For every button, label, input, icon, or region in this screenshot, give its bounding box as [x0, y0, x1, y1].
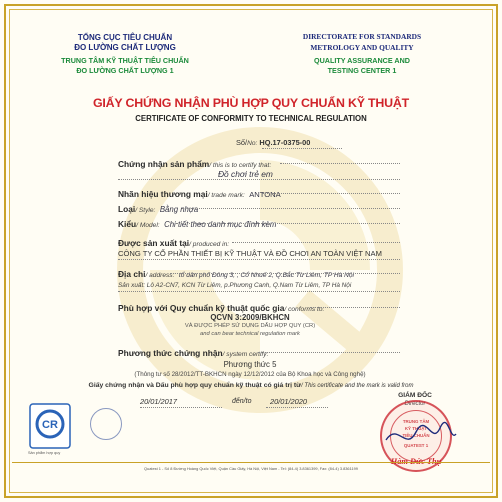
- trademark-dotline: [262, 193, 400, 194]
- signature-title: GIÁM ĐỐC: [398, 392, 432, 399]
- address-sub: / address:: [145, 272, 175, 279]
- header-left-line3: TRUNG TÂM KỸ THUẬT TIÊU CHUẨN: [61, 56, 189, 65]
- number-value: HQ.17-0375-00: [259, 138, 311, 147]
- method-label: Phương thức chứng nhận: [118, 348, 223, 358]
- number-sub: No:: [247, 140, 258, 147]
- conformity-note-en: and can bear technical regulation mark: [200, 331, 300, 337]
- producer-factory: Sản xuất: Lô A2-CN7, KCN Từ Liêm, p.Phương Canh, Q.Nam Từ Liêm, TP Hà Nội: [118, 282, 352, 289]
- from-dotline: [140, 407, 222, 408]
- title-en: CERTIFICATE OF CONFORMITY TO TECHNICAL REGULATION: [135, 114, 367, 123]
- svg-text:CR: CR: [42, 419, 58, 431]
- validity-from: 20/01/2017: [140, 397, 177, 406]
- conformity-sub: / conforms to:: [284, 306, 325, 313]
- seal-line1: TRUNG TÂM: [402, 419, 430, 424]
- cr-mark-logo: [28, 402, 72, 450]
- model-value: Chi tiết theo danh mục đính kèm: [164, 220, 277, 229]
- validity-to-label: đến/to: [232, 398, 252, 405]
- signature-scribble: [380, 418, 460, 454]
- seal-line4: QUATEST 1: [403, 443, 429, 448]
- number-dotline: [262, 148, 342, 149]
- company-dotline: [118, 259, 400, 260]
- product-sub: / this is to certify that:: [209, 162, 272, 169]
- producer-company: CÔNG TY CỔ PHẦN THIẾT BỊ KỸ THUẬT VÀ ĐỒ CHƠI AN TOÀN VIỆT NAM: [118, 249, 382, 258]
- method-dotline: [258, 352, 400, 353]
- product-label: Chứng nhận sản phẩm: [118, 159, 210, 169]
- model-label: Kiểu: [118, 219, 137, 229]
- method-value: Phương thức 5: [223, 360, 277, 369]
- type-label: Loại: [118, 204, 136, 214]
- signature-title-en: Director: [404, 401, 426, 407]
- product-dotline: [280, 163, 400, 164]
- logo-caption: Sản phẩm hợp quy: [28, 451, 61, 455]
- footer-divider: [12, 462, 490, 463]
- conformity-label: Phù hợp với Quy chuẩn kỹ thuật quốc gia: [118, 303, 285, 313]
- validity-text-en: / This certificate and the mark is valid from: [301, 383, 414, 389]
- header-right-line2: METROLOGY AND QUALITY: [310, 43, 414, 52]
- conformity-dotline: [310, 307, 400, 308]
- producer-label: Được sản xuất tại: [118, 238, 190, 248]
- trademark-label: Nhãn hiệu thương mại: [118, 189, 208, 199]
- number-label: Số/: [236, 138, 248, 147]
- trademark-sub: / trade mark:: [207, 192, 245, 199]
- header-left-line4: ĐO LƯỜNG CHẤT LƯỢNG 1: [76, 66, 174, 75]
- method-sub: / system certify:: [222, 351, 269, 358]
- product-value-dotline: [118, 179, 400, 180]
- address-label: Địa chỉ: [118, 269, 146, 279]
- product-value: Đồ chơi trẻ em: [218, 169, 273, 179]
- model-dotline: [176, 223, 400, 224]
- producer-row: [118, 234, 229, 250]
- model-sub: / Model:: [136, 222, 160, 229]
- left-stamp: [90, 408, 122, 440]
- footer-address: Quatest 1 - Số 8 Đường Hoàng Quốc Việt, Quận Cầu Giấy, Hà Nội, Việt Nam - Tel: (84-4) 3.8361399, Fax: (84-4) 3.8361199: [144, 466, 358, 471]
- trademark-row: [118, 185, 281, 201]
- number-row: [236, 139, 310, 148]
- validity-text-vi: Giấy chứng nhận và Dấu phù hợp quy chuẩn kỹ thuật có giá trị từ: [88, 382, 302, 389]
- validity-row: [30, 383, 472, 390]
- header-left-line1: TỔNG CỤC TIÊU CHUẨN: [77, 33, 173, 42]
- header-right-line3: QUALITY ASSURANCE AND: [314, 56, 410, 65]
- header-left-line2: ĐO LƯỜNG CHẤT LƯỢNG: [74, 43, 176, 52]
- seal-line3: TIÊU CHUẨN: [402, 433, 430, 438]
- address-value: tổ dân phố Đông 3, , Cổ Nhuế 2, Q.Bắc Từ Liêm, TP Hà Nội: [178, 272, 354, 279]
- type-sub: / Style:: [135, 207, 156, 214]
- producer-sub: / produced in:: [189, 241, 230, 248]
- producer-dotline: [232, 242, 400, 243]
- address-dotline: [170, 273, 400, 274]
- to-dotline: [266, 407, 328, 408]
- conformity-standard: QCVN 3:2009/BKHCN: [210, 313, 290, 322]
- title-vi: GIẤY CHỨNG NHẬN PHÙ HỢP QUY CHUẨN KỸ THUẬT: [92, 96, 410, 110]
- seal-line2: KỸ THUẬT: [404, 426, 428, 431]
- header-right-line4: TESTING CENTER 1: [327, 66, 397, 75]
- validity-to: 20/01/2020: [270, 397, 307, 406]
- factory-dotline: [118, 291, 400, 292]
- method-row: [118, 344, 268, 360]
- method-ref: (Thông tư số 28/2012/TT-BKHCN ngày 12/12/2012 của Bộ Khoa học và Công nghệ): [134, 371, 366, 378]
- type-value: Bằng nhựa: [159, 205, 199, 214]
- trademark-value: ANTONA: [249, 190, 281, 199]
- type-dotline: [182, 208, 400, 209]
- header-right-line1: DIRECTORATE FOR STANDARDS: [302, 32, 422, 41]
- conformity-note-vi: VÀ ĐƯỢC PHÉP SỬ DỤNG DẤU HỢP QUY (CR): [184, 323, 316, 329]
